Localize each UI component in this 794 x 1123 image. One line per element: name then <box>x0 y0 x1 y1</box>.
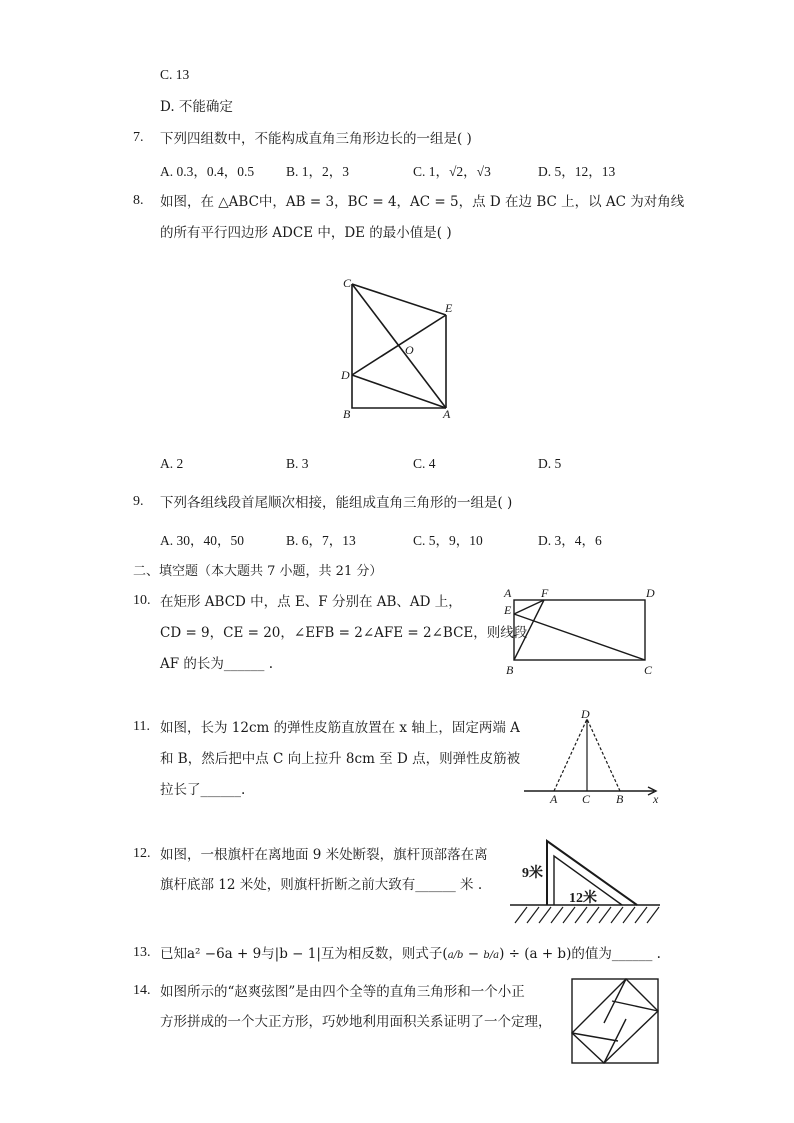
q8-option-b: B. 3 <box>286 456 309 471</box>
q13-stem-part1: 已知a² −6a + 9与|b − 1|互为相反数，则式子( <box>160 946 448 962</box>
q8-stem-line2: 的所有平行四边形 ADCE 中，DE 的最小值是( ) <box>160 225 452 241</box>
q13-fraction-b-over-a: b/a <box>483 950 500 961</box>
q12-label-height: 9米 <box>522 866 543 881</box>
q14-triangle-leg-2 <box>612 1001 658 1011</box>
q11-stem-line1: 如图，长为 12cm 的弹性皮筋直放置在 x 轴上，固定两端 A <box>160 720 520 736</box>
q7-option-c: C. 1，√2，√3 <box>413 164 491 179</box>
q6-option-c: C. 13 <box>160 67 190 82</box>
q11-label-c: C <box>582 792 591 806</box>
q10-label-c: C <box>644 663 653 677</box>
q10-label-e: E <box>504 603 512 617</box>
q10-figure <box>500 583 665 678</box>
q14-stem-line2: 方形拼成的一个大正方形，巧妙地利用面积关系证明了一个定理， <box>160 1014 552 1030</box>
q11-label-b: B <box>616 792 624 806</box>
q12-stem-line2: 旗杆底部 12 米处，则旗杆折断之前大致有______ 米 . <box>160 877 483 893</box>
q8-figure <box>330 270 470 425</box>
q12-stem-line1: 如图，一根旗杆在离地面 9 米处断裂，旗杆顶部落在离 <box>160 847 488 863</box>
q10-label-b: B <box>506 663 514 677</box>
q11-number: 11. <box>133 719 150 734</box>
q12-ground-hatching <box>515 907 659 923</box>
q8-label-e: E <box>445 301 453 315</box>
q11-stem-line3: 拉长了______. <box>160 782 246 798</box>
q10-stem-line3: AF 的长为______ . <box>160 656 273 672</box>
q14-zhao-shuang-figure <box>568 975 663 1067</box>
q9-number: 9. <box>133 494 144 509</box>
q11-segment-bd <box>587 719 620 791</box>
section-title-fill-in: 二、填空题（本大题共 7 小题，共 21 分） <box>133 564 383 579</box>
q10-stem-line1: 在矩形 ABCD 中，点 E、F 分别在 AB、AD 上， <box>160 594 462 610</box>
q8-label-o: O <box>405 343 414 357</box>
q12-figure <box>505 832 665 930</box>
q8-option-d: D. 5 <box>538 456 562 471</box>
q7-number: 7. <box>133 130 144 145</box>
q13-stem <box>160 945 661 965</box>
q12-number: 12. <box>133 846 151 861</box>
q12-label-base: 12米 <box>569 891 597 906</box>
q8-segment-de <box>352 315 446 375</box>
q10-label-f: F <box>541 586 549 600</box>
q14-number: 14. <box>133 983 151 998</box>
q7-option-a: A. 0.3，0.4，0.5 <box>160 164 255 179</box>
q11-stem-line2: 和 B，然后把中点 C 向上拉升 8cm 至 D 点，则弹性皮筋被 <box>160 751 521 767</box>
q11-segment-ad <box>554 719 587 791</box>
q7-stem: 下列四组数中，不能构成直角三角形边长的一组是( ) <box>160 131 472 147</box>
q7-option-b: B. 1，2，3 <box>286 164 350 179</box>
q8-label-b: B <box>343 407 351 421</box>
q13-stem-part2: ) ÷ (a + b)的值为______ . <box>499 946 661 962</box>
q9-option-b: B. 6，7，13 <box>286 533 356 548</box>
q9-option-d: D. 3，4，6 <box>538 533 602 548</box>
q10-segment-ec <box>514 614 645 660</box>
q8-label-c: C <box>343 276 352 290</box>
q8-option-c: C. 4 <box>413 456 436 471</box>
q8-segment-da <box>352 375 446 408</box>
q13-number: 13. <box>133 945 151 960</box>
q10-rectangle <box>514 600 645 660</box>
q8-label-a: A <box>443 407 451 421</box>
q8-number: 8. <box>133 193 144 208</box>
q8-segment-ce <box>352 284 446 315</box>
q14-stem-line1: 如图所示的“赵爽弦图”是由四个全等的直角三角形和一个小正 <box>160 984 525 1000</box>
q10-number: 10. <box>133 593 151 608</box>
q8-stem-line1: 如图，在 △ABC中，AB = 3，BC = 4，AC = 5，点 D 在边 BC 上，以 AC 为对角线 <box>160 194 685 210</box>
q9-option-a: A. 30，40，50 <box>160 533 244 548</box>
q11-figure <box>520 705 665 807</box>
q13-fraction-a-over-b: a/b <box>447 950 464 961</box>
q13-minus: − <box>463 946 484 962</box>
q11-label-x: x <box>653 792 659 806</box>
q8-diagonal-ac <box>352 284 446 408</box>
q9-option-c: C. 5，9，10 <box>413 533 483 548</box>
q10-segment-ef <box>514 600 544 614</box>
q10-segment-bf <box>514 600 544 660</box>
q6-option-d: D. 不能确定 <box>160 99 233 115</box>
q11-label-a: A <box>550 792 558 806</box>
q9-stem: 下列各组线段首尾顺次相接，能组成直角三角形的一组是( ) <box>160 495 513 511</box>
q7-option-d: D. 5，12，13 <box>538 164 616 179</box>
q8-option-a: A. 2 <box>160 456 184 471</box>
q11-label-d: D <box>581 707 590 721</box>
q10-stem-line2: CD = 9，CE = 20，∠EFB = 2∠AFE = 2∠BCE，则线段 <box>160 625 528 641</box>
q8-label-d: D <box>341 368 350 382</box>
q10-label-d: D <box>646 586 655 600</box>
q14-inner-rotated-square <box>572 979 658 1063</box>
q10-label-a: A <box>504 586 512 600</box>
